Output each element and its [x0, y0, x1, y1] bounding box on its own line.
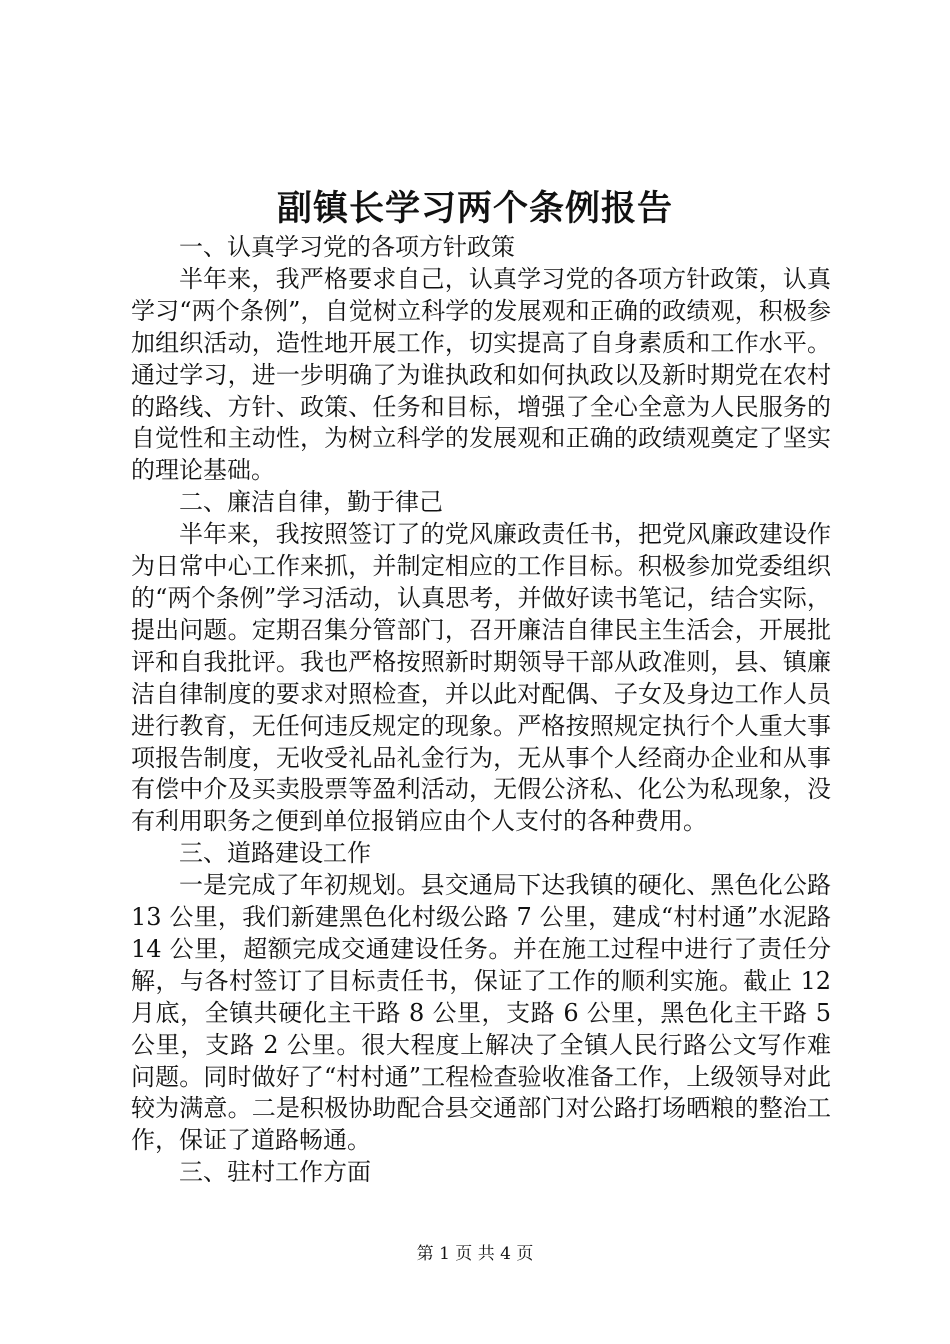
section-heading: 二、廉洁自律，勤于律己	[179, 488, 443, 517]
document-title: 副镇长学习两个条例报告	[276, 189, 673, 229]
body-paragraph: 半年来，我按照签订了的党风廉政责任书，把党风廉政建设作为日常中心工作来抓，并制定相应的工作目标。积极参加党委组织的“两个条例”学习活动，认真思考，并做好读书笔记，结合实际，提出问题。定期召集分管部门，召开廉洁自律民主生活会，开展批评和自我批评。我也严格按照新时期领导干部从政准则，县、镇廉洁自律制度的要求对照检查，并以此对配偶、子女及身边工作人员进行教育，无任何违反规定的现象。严格按照规定执行个人重大事项报告制度，无收受礼品礼金行为，无从事个人经商办企业和从事有偿中介及买卖股票等盈利活动，无假公济私、化公为私现象，没有利用职务之便到单位报销应由个人支付的各种费用。	[131, 520, 831, 836]
section-heading: 三、道路建设工作	[179, 839, 371, 868]
body-paragraph: 一是完成了年初规划。县交通局下达我镇的硬化、黑色化公路 13 公里，我们新建黑色化村级公路 7 公里，建成“村村通”水泥路 14 公里，超额完成交通建设任务。并在施工过程中进行了责任分解，与各村签订了目标责任书，保证了工作的顺利实施。截止 12 月底，全镇共硬化主干路 8 公里，支路 6 公里，黑色化主干路 5 公里，支路 2 公里。很大程度上解决了全镇人民行路公文写作难问题。同时做好了“村村通”工程检查验收准备工作，上级领导对此较为满意。二是积极协助配合县交通部门对公路打场晒粮的整治工作，保证了道路畅通。	[131, 871, 831, 1155]
document-body	[131, 232, 831, 1189]
section-heading: 三、驻村工作方面	[179, 1158, 371, 1187]
body-paragraph: 半年来，我严格要求自己，认真学习党的各项方针政策，认真学习“两个条例”，自觉树立科学的发展观和正确的政绩观，积极参加组织活动，造性地开展工作，切实提高了自身素质和工作水平。通过学习，进一步明确了为谁执政和如何执政以及新时期党在农村的路线、方针、政策、任务和目标，增强了全心全意为人民服务的自觉性和主动性，为树立科学的发展观和正确的政绩观奠定了坚实的理论基础。	[131, 264, 831, 485]
section-heading: 一、认真学习党的各项方针政策	[179, 233, 515, 261]
page-footer: 第 1 页 共 4 页	[416, 1244, 534, 1264]
